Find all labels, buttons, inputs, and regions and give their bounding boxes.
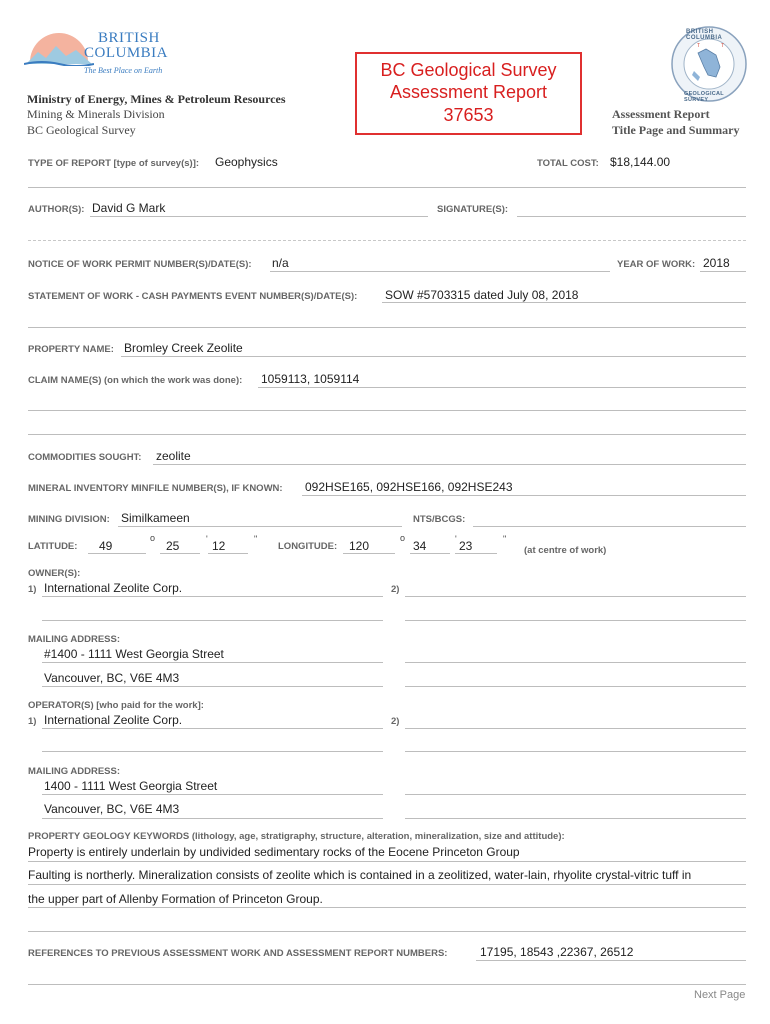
bc-logo-tagline: The Best Place on Earth — [84, 66, 163, 75]
ministry-name: Ministry of Energy, Mines & Petroleum Resources — [27, 92, 286, 106]
longitude-label: LONGITUDE: — [278, 541, 338, 552]
bc-logo — [24, 26, 184, 82]
coordinate-note: (at centre of work) — [524, 545, 607, 556]
year-of-work-underline — [700, 271, 746, 272]
latitude-degree-symbol: o — [150, 533, 156, 543]
mailing-address-2-right-line2[interactable] — [405, 818, 746, 819]
latitude-degrees[interactable]: 49 — [99, 539, 113, 553]
mailing-address-1-line2-underline — [42, 686, 383, 687]
mailing-address-1-line1-underline — [42, 662, 383, 663]
title-box — [355, 52, 582, 135]
geology-keywords-line3[interactable]: the upper part of Allenby Formation of Princeton Group. — [28, 892, 323, 906]
owner-2-extra-line[interactable] — [405, 620, 746, 621]
mailing-address-1-right-line1[interactable] — [405, 662, 746, 663]
property-name-label: PROPERTY NAME: — [28, 344, 114, 355]
seal-bottom-text: GEOLOGICAL SURVEY — [684, 91, 724, 103]
owner-1-number: 1) — [28, 584, 37, 595]
notice-of-work-underline — [270, 271, 610, 272]
claim-names-value[interactable]: 1059113, 1059114 — [261, 372, 360, 386]
longitude-degree-symbol: o — [400, 533, 406, 543]
owner-2-field[interactable] — [405, 596, 746, 597]
operator-2-extra-line[interactable] — [405, 751, 746, 752]
geology-keywords-line1-underline — [28, 861, 746, 862]
claim-names-label: CLAIM NAME(S) (on which the work was done): — [28, 375, 243, 386]
geology-keywords-line2[interactable]: Faulting is northerly. Mineralization consists of zeolite which is contained in a zeolitized, water-lain, rhyolite crystal-vitric tuff in — [28, 868, 692, 882]
signatures-field[interactable] — [517, 216, 746, 217]
geological-survey-seal — [670, 25, 748, 103]
statement-of-work-value[interactable]: SOW #5703315 dated July 08, 2018 — [385, 288, 579, 302]
operator-2-field[interactable] — [405, 728, 746, 729]
bc-logo-brand-line2: COLUMBIA — [84, 45, 169, 61]
latitude-seconds-underline — [208, 553, 248, 554]
longitude-seconds[interactable]: 23 — [459, 539, 473, 553]
authors-label: AUTHOR(S): — [28, 204, 85, 215]
blank-line[interactable] — [28, 327, 746, 328]
property-name-underline — [121, 356, 746, 357]
svg-text:T: T — [697, 43, 701, 49]
blank-line[interactable] — [28, 410, 746, 411]
divider — [28, 240, 746, 241]
notice-of-work-label: NOTICE OF WORK PERMIT NUMBER(S)/DATE(S): — [28, 259, 252, 270]
report-heading-line2: Title Page and Summary — [612, 123, 740, 137]
longitude-minutes-underline — [410, 553, 450, 554]
title-line2: Assessment Report — [389, 82, 548, 102]
minfile-label: MINERAL INVENTORY MINFILE NUMBER(S), IF KNOWN: — [28, 483, 283, 494]
notice-of-work-value[interactable]: n/a — [272, 256, 289, 270]
latitude-minutes[interactable]: 25 — [166, 539, 180, 553]
mailing-address-1-line2[interactable]: Vancouver, BC, V6E 4M3 — [44, 671, 180, 685]
mailing-address-2-line1[interactable]: 1400 - 1111 West Georgia Street — [44, 779, 218, 793]
latitude-minutes-underline — [160, 553, 200, 554]
geology-keywords-line1[interactable]: Property is entirely underlain by undivided sedimentary rocks of the Eocene Princeton Group — [28, 845, 520, 859]
owner-2-number: 2) — [391, 584, 400, 595]
nts-bcgs-field[interactable] — [473, 526, 746, 527]
seal-top-text: BRITISH COLUMBIA — [686, 29, 723, 41]
operator-2-number: 2) — [391, 716, 400, 727]
owner-1-underline — [42, 596, 383, 597]
operators-label: OPERATOR(S) [who paid for the work]: — [28, 700, 204, 711]
owner-1-value[interactable]: International Zeolite Corp. — [44, 581, 183, 595]
mining-division-underline — [118, 526, 402, 527]
svg-text:T: T — [721, 43, 725, 49]
blank-line[interactable] — [28, 434, 746, 435]
geology-keywords-label: PROPERTY GEOLOGY KEYWORDS (lithology, age, stratigraphy, structure, alteration, mineralization, size and attitude): — [28, 831, 565, 842]
year-of-work-value[interactable]: 2018 — [703, 256, 730, 270]
operator-1-extra-line[interactable] — [42, 751, 383, 752]
operator-1-number: 1) — [28, 716, 37, 727]
ministry-survey: BC Geological Survey — [27, 123, 136, 137]
mailing-address-2-line2-underline — [42, 818, 383, 819]
blank-line[interactable] — [28, 984, 746, 985]
statement-of-work-underline — [382, 302, 746, 303]
mailing-address-2-label: MAILING ADDRESS: — [28, 766, 121, 777]
claim-names-underline — [258, 387, 746, 388]
longitude-second-symbol: " — [503, 534, 507, 544]
latitude-minute-symbol: ' — [206, 534, 208, 544]
signatures-label: SIGNATURE(S): — [437, 204, 509, 215]
mailing-address-2-line2[interactable]: Vancouver, BC, V6E 4M3 — [44, 802, 180, 816]
bc-logo-brand-line1: BRITISH — [98, 30, 160, 46]
nts-bcgs-label: NTS/BCGS: — [413, 514, 466, 525]
references-value[interactable]: 17195, 18543 ,22367, 26512 — [480, 945, 634, 959]
title-line1: BC Geological Survey — [380, 60, 557, 80]
property-name-value[interactable]: Bromley Creek Zeolite — [124, 341, 243, 355]
latitude-label: LATITUDE: — [28, 541, 78, 552]
minfile-underline — [302, 495, 746, 496]
type-of-report-label: TYPE OF REPORT [type of survey(s)]: — [28, 158, 200, 169]
commodities-underline — [153, 464, 746, 465]
mining-division-value[interactable]: Similkameen — [121, 511, 190, 525]
latitude-degrees-underline — [88, 553, 146, 554]
year-of-work-label: YEAR OF WORK: — [617, 259, 696, 270]
owners-label: OWNER(S): — [28, 568, 81, 579]
longitude-degrees[interactable]: 120 — [349, 539, 370, 553]
references-underline — [476, 960, 746, 961]
references-label: REFERENCES TO PREVIOUS ASSESSMENT WORK AND ASSESSMENT REPORT NUMBERS: — [28, 948, 448, 959]
next-page-link[interactable]: Next Page — [694, 989, 746, 1001]
mailing-address-2-line1-underline — [42, 794, 383, 795]
mining-division-label: MINING DIVISION: — [28, 514, 110, 525]
geology-keywords-line3-underline — [28, 907, 746, 908]
authors-underline — [90, 216, 428, 217]
operator-1-value[interactable]: International Zeolite Corp. — [44, 713, 183, 727]
mailing-address-1-right-line2[interactable] — [405, 686, 746, 687]
latitude-seconds[interactable]: 12 — [212, 539, 226, 553]
report-number: 37653 — [443, 105, 494, 125]
type-of-report-value[interactable]: Geophysics — [215, 155, 278, 169]
total-cost-value[interactable]: $18,144.00 — [610, 155, 671, 169]
longitude-minute-symbol: ' — [455, 534, 457, 544]
longitude-seconds-underline — [455, 553, 497, 554]
mailing-address-2-right-line1[interactable] — [405, 794, 746, 795]
total-cost-label: TOTAL COST: — [537, 158, 599, 169]
commodities-value[interactable]: zeolite — [156, 449, 191, 463]
rule — [28, 187, 746, 188]
operator-1-underline — [42, 728, 383, 729]
geology-keywords-line2-underline — [28, 884, 746, 885]
authors-value[interactable]: David G Mark — [92, 201, 166, 215]
latitude-second-symbol: " — [254, 534, 258, 544]
ministry-division: Mining & Minerals Division — [27, 107, 165, 121]
commodities-label: COMMODITIES SOUGHT: — [28, 452, 142, 463]
report-heading-line1: Assessment Report — [612, 107, 710, 121]
blank-line[interactable] — [28, 931, 746, 932]
owner-1-extra-line[interactable] — [42, 620, 383, 621]
minfile-value[interactable]: 092HSE165, 092HSE166, 092HSE243 — [305, 480, 513, 494]
longitude-degrees-underline — [343, 553, 395, 554]
longitude-minutes[interactable]: 34 — [413, 539, 427, 553]
mailing-address-1-line1[interactable]: #1400 - 1111 West Georgia Street — [44, 647, 224, 661]
mailing-address-1-label: MAILING ADDRESS: — [28, 634, 121, 645]
statement-of-work-label: STATEMENT OF WORK - CASH PAYMENTS EVENT NUMBER(S)/DATE(S): — [28, 291, 358, 302]
